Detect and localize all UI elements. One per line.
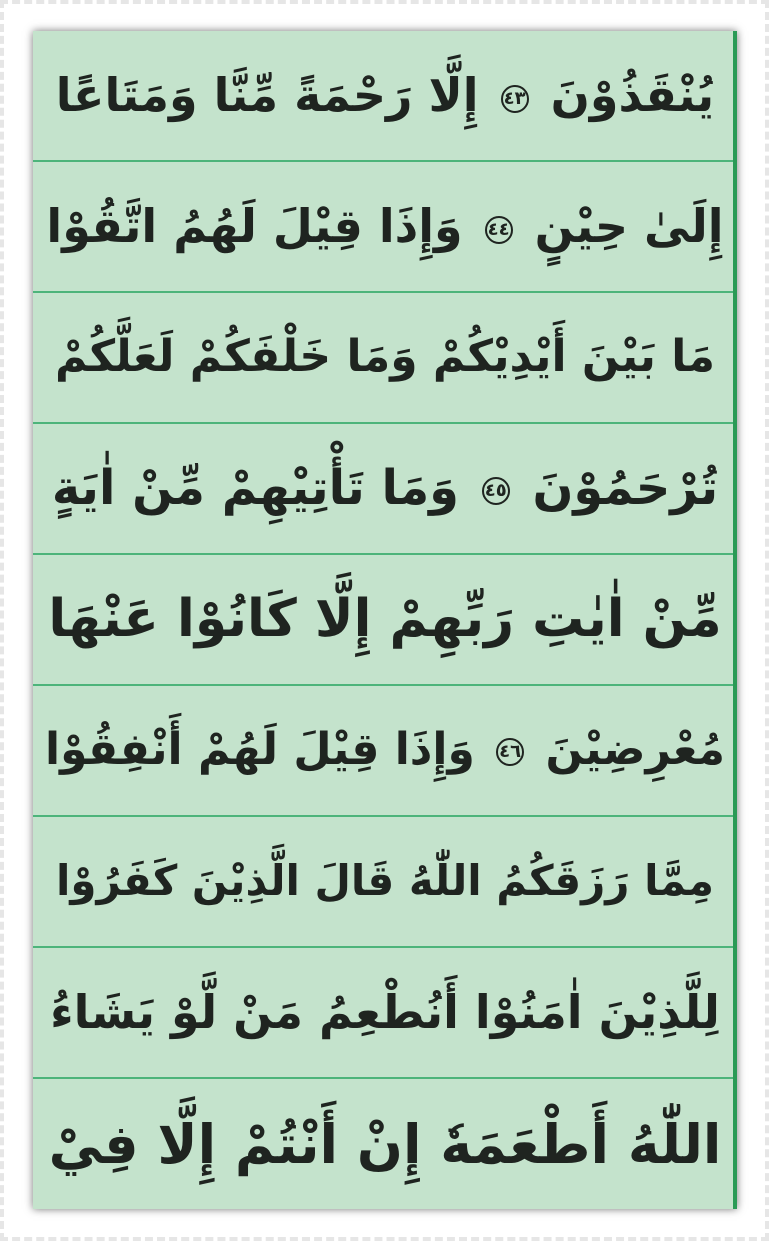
line-text: مُعْرِضِيْنَ	[545, 724, 725, 776]
verse-text	[48, 588, 722, 649]
text-line-7	[33, 817, 737, 948]
text-line-5	[33, 555, 737, 686]
line-text: إِلَّا رَحْمَةً مِّنَّا وَمَتَاعًا	[55, 68, 479, 123]
text-line-2	[33, 162, 737, 293]
mushaf-page	[33, 31, 737, 1209]
verse-text	[56, 70, 714, 121]
text-line-6	[33, 686, 737, 817]
line-text: مَا بَيْنَ أَيْدِيْكُمْ وَمَا خَلْفَكُمْ لَعَلَّكُمْ	[54, 331, 716, 383]
line-text: وَإِذَا قِيْلَ لَهُمْ أَنْفِقُوْا	[45, 724, 475, 776]
line-text: لِلَّذِيْنَ اٰمَنُوْا أَنُطْعِمُ مَنْ لَّوْ يَشَاءُ	[50, 985, 720, 1040]
text-line-3	[33, 293, 737, 424]
line-text: إِلَىٰ حِيْنٍ	[534, 199, 724, 254]
verse-text	[52, 462, 718, 515]
ayah-marker: ٤٤	[485, 216, 513, 244]
ayah-marker: ٤٥	[482, 477, 510, 505]
line-text: يُنْقَذُوْنَ	[550, 68, 715, 123]
verse-text	[48, 1112, 722, 1176]
verse-text	[45, 726, 725, 774]
line-text: مِمَّا رَزَقَكُمُ اللّٰهُ قَالَ الَّذِيْنَ كَفَرُوْا	[55, 856, 715, 906]
text-line-9	[33, 1079, 737, 1209]
line-text: وَإِذَا قِيْلَ لَهُمُ اتَّقُوْا	[46, 199, 463, 254]
line-text: وَمَا تَأْتِيْهِمْ مِّنْ اٰيَةٍ	[51, 460, 460, 517]
verse-text	[55, 333, 715, 381]
ayah-marker: ٤٦	[496, 738, 524, 766]
line-text: تُرْحَمُوْنَ	[532, 460, 719, 517]
line-text: اللّٰهُ أَطْعَمَهٗ إِنْ أَنْتُمْ إِلَّا فِيْ	[48, 1112, 722, 1176]
verse-text	[56, 858, 714, 904]
text-line-1	[33, 31, 737, 162]
text-line-8	[33, 948, 737, 1079]
verse-text	[46, 201, 723, 252]
ayah-marker: ٤٣	[501, 85, 529, 113]
text-line-4	[33, 424, 737, 555]
verse-text	[50, 987, 720, 1038]
line-text: مِّنْ اٰيٰتِ رَبِّهِمْ إِلَّا كَانُوْا عَنْهَا	[48, 588, 722, 649]
